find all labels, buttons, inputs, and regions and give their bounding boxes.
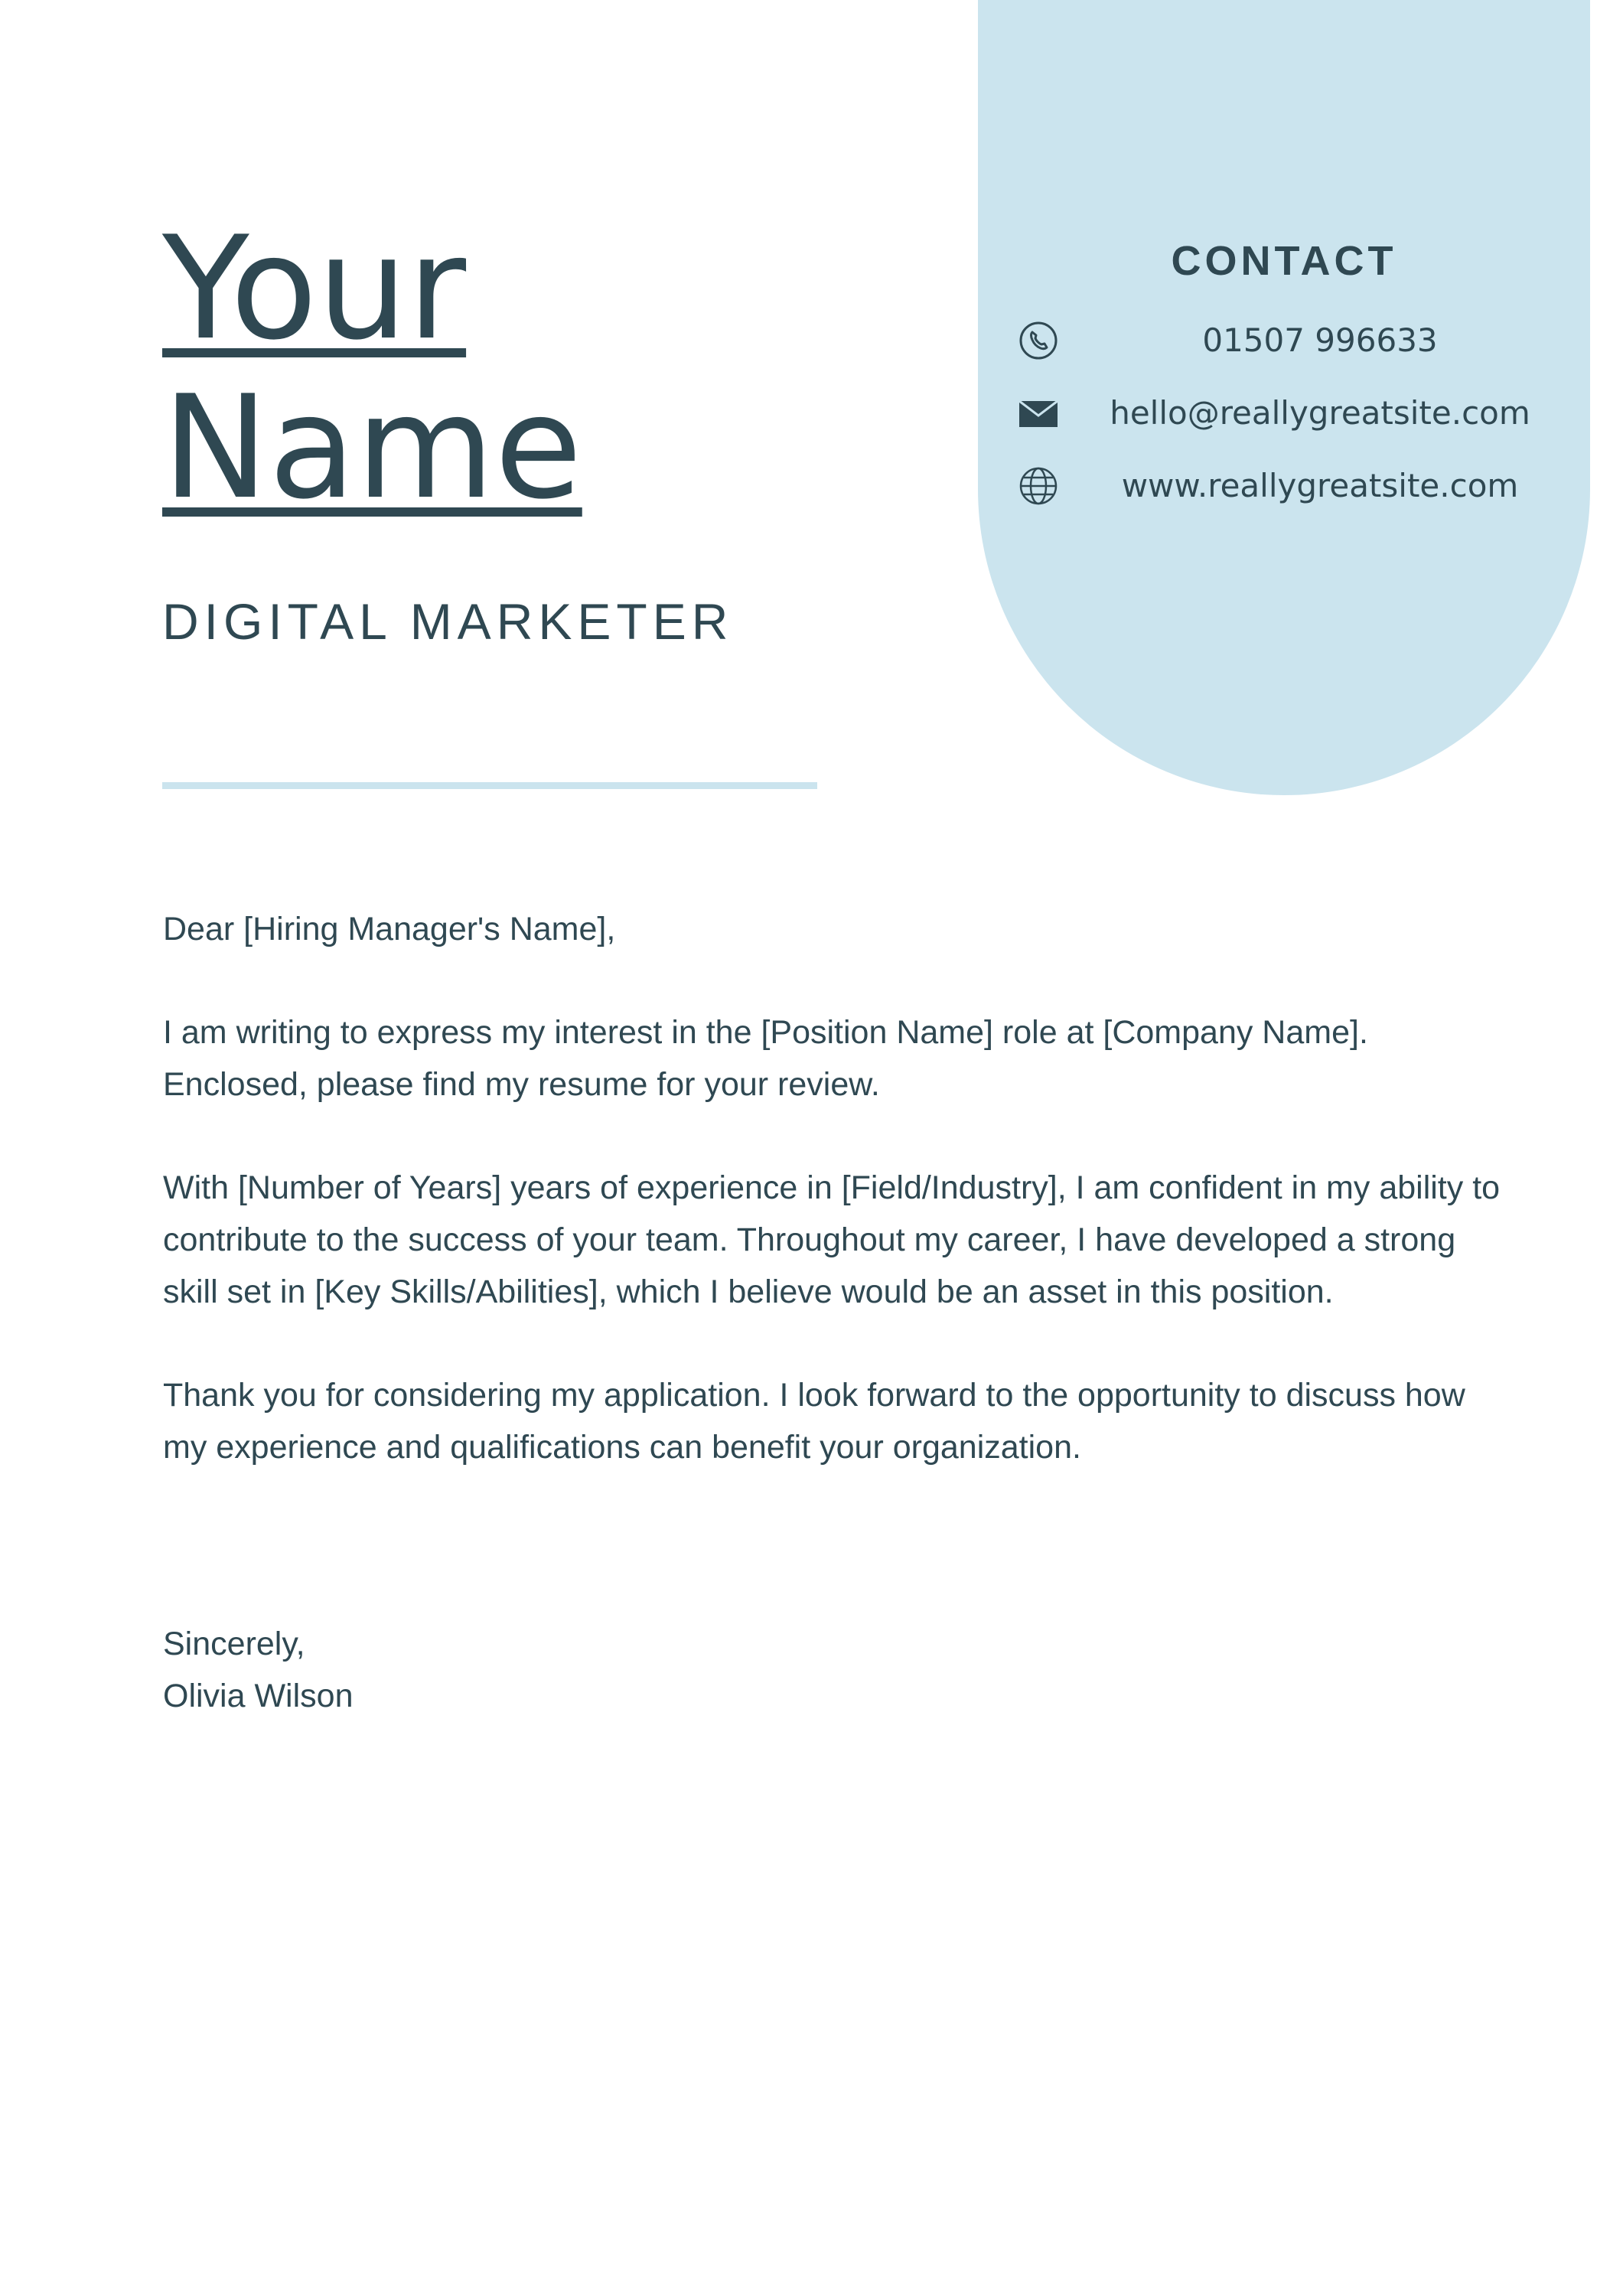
phone-number[interactable]: 01507 996633 <box>1202 321 1438 359</box>
globe-icon <box>1018 465 1059 507</box>
header-divider <box>162 782 817 789</box>
contact-email-row <box>1018 386 1569 440</box>
contact-phone-row <box>1018 314 1569 367</box>
signature-name: Olivia Wilson <box>163 1678 354 1714</box>
salutation: Dear [Hiring Manager's Name], <box>163 911 616 947</box>
name-first-line: Your <box>162 205 467 371</box>
signoff <box>163 1618 354 1722</box>
letter-paragraph: Thank you for considering my application. I look forward to the opportunity to discuss how my experience and qualifications can benefit your organization. <box>163 1377 1465 1466</box>
letter-paragraph: I am writing to express my interest in the [Position Name] role at [Company Name]. Enclosed, please find my resume for your review. <box>163 1014 1368 1103</box>
contact-heading: CONTACT <box>1171 238 1397 284</box>
letter-paragraph: With [Number of Years] years of experience in [Field/Industry], I am confident in my ability to contribute to the success of your team. Throughout my career, I have developed a strong skill set in [Key Skills/Abilities], which I believe would be an asset in this position. <box>163 1169 1501 1310</box>
contact-panel <box>978 0 1590 795</box>
name-second-line: Name <box>162 364 582 530</box>
email-address[interactable]: hello@reallygreatsite.com <box>1110 394 1530 432</box>
phone-icon <box>1018 320 1059 361</box>
mail-icon <box>1018 393 1059 434</box>
closing: Sincerely, <box>163 1626 305 1662</box>
job-title: DIGITAL MARKETER <box>162 593 734 650</box>
letter-body <box>163 903 1510 1525</box>
contact-website-row <box>1018 459 1569 513</box>
website-url[interactable]: www.reallygreatsite.com <box>1121 467 1519 504</box>
